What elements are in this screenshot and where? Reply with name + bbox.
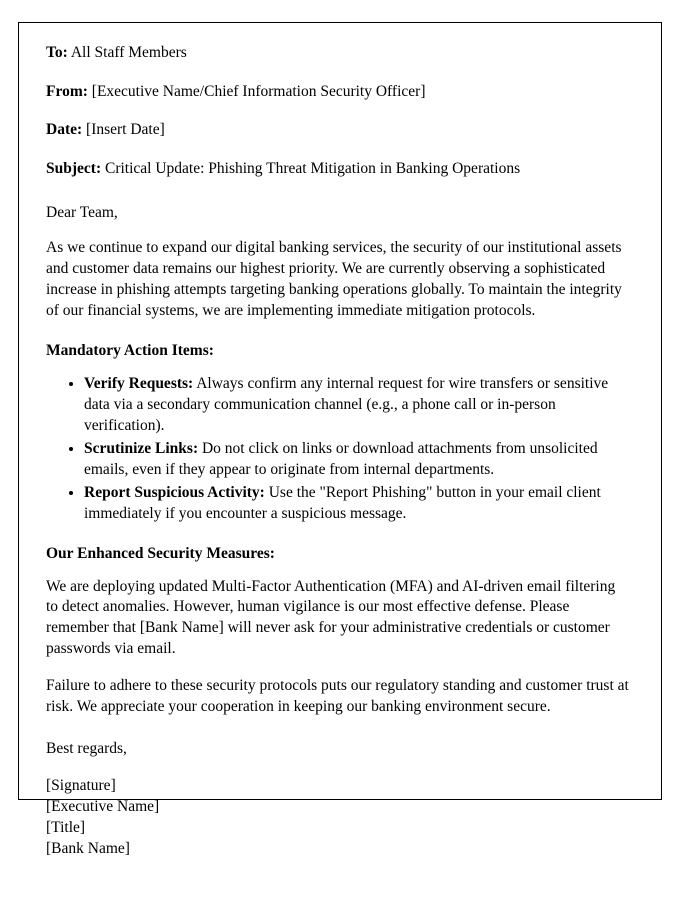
list-item-lead: Scrutinize Links: (84, 439, 199, 457)
memo-field-from (46, 83, 631, 102)
list-item (84, 483, 631, 525)
signature-line: [Executive Name] (46, 797, 160, 815)
intro-paragraph: As we continue to expand our digital banking services, the security of our institutional assets and customer data remains our highest priority. We are currently observing a sophisticated increase in phishing attempts targeting banking operations globally. To maintain the integrity of our financial systems, we are implementing immediate mitigation protocols. (46, 239, 622, 320)
memo-field-date-value: [Insert Date] (86, 121, 165, 139)
memo-field-date (46, 121, 631, 140)
list-item (84, 439, 631, 481)
list-item-text: Use the "Report Phishing" button in your email client immediately if you encounter a suspicious message. (84, 483, 601, 522)
list-item-lead: Verify Requests: (84, 375, 194, 393)
action-items-list (46, 374, 631, 524)
signature-line: [Bank Name] (46, 839, 130, 857)
memo-field-subject-value: Critical Update: Phishing Threat Mitigation in Banking Operations (104, 159, 521, 177)
memo-field-from-value: [Executive Name/Chief Information Security Officer] (91, 82, 426, 100)
action-section-title: Mandatory Action Items: (46, 342, 214, 360)
signature-line: [Title] (46, 818, 86, 836)
memo-field-from-label: From: (46, 82, 88, 100)
list-item (84, 374, 631, 437)
memo-content (46, 44, 631, 860)
list-item-text: Always confirm any internal request for wire transfers or sensitive data via a secondary communication channel (e.g., a phone call or in-person verification). (84, 375, 609, 434)
memo-field-subject-label: Subject: (46, 159, 102, 177)
memo-field-subject (46, 160, 631, 179)
memo-field-to-value: All Staff Members (70, 44, 187, 61)
memo-field-date-label: Date: (46, 121, 83, 139)
list-item-lead: Report Suspicious Activity: (84, 483, 265, 501)
memo-field-to-label: To: (46, 44, 68, 61)
salutation: Dear Team, (46, 204, 118, 222)
signature-line: [Signature] (46, 777, 116, 795)
closing-line: Best regards, (46, 740, 127, 758)
warning-paragraph: Failure to adhere to these security protocols puts our regulatory standing and customer trust at risk. We appreciate your cooperation in keeping our banking environment secure. (46, 677, 629, 716)
measures-paragraph: We are deploying updated Multi-Factor Authentication (MFA) and AI-driven email filtering to detect anomalies. However, human vigilance is our most effective defense. Please remember that [Bank Name] will never ask for your administrative credentials or customer passwords via email. (46, 577, 616, 658)
signature-block (46, 776, 631, 860)
measures-section-title: Our Enhanced Security Measures: (46, 544, 275, 562)
list-item-text: Do not click on links or download attachments from unsolicited emails, even if they appear to originate from internal departments. (84, 439, 598, 478)
memo-field-to (46, 44, 631, 63)
